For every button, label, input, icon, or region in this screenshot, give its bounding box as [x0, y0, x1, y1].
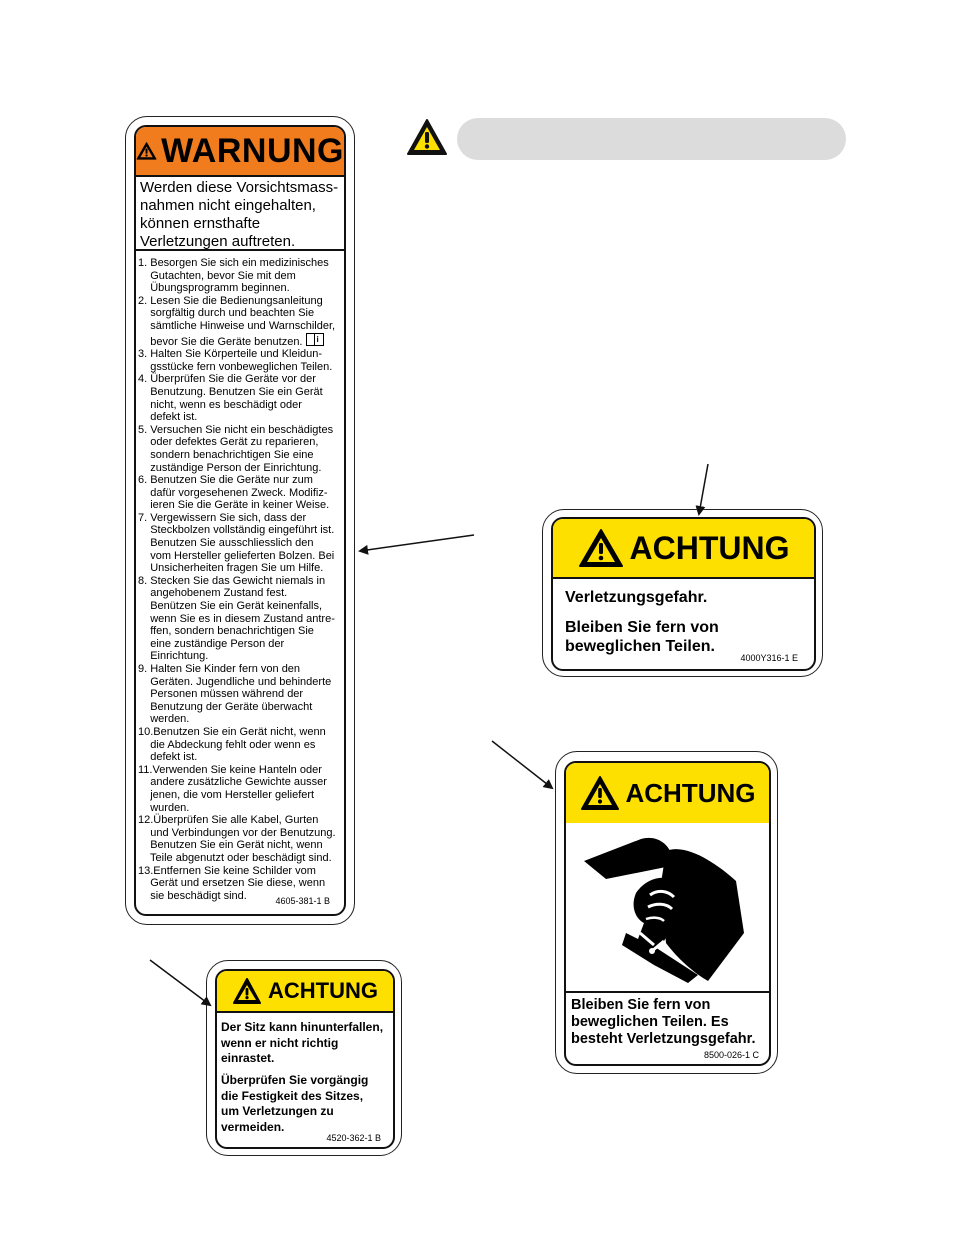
arrow-to-achtung-seat [150, 960, 210, 1005]
achtung-instruction-text: Bleiben Sie fern von beweglichen Teilen. [565, 619, 719, 655]
achtung-seat-instruction-text: Überprüfen Sie vorgängig die Festigkeit des Sitzes, um Verletzungen zu vermeiden. [221, 1073, 369, 1134]
warnung-list-line: 6. Benutzen Sie die Geräte nur zum [138, 474, 313, 487]
warnung-list-line: 13.Entfernen Sie keine Schilder vom [138, 864, 316, 877]
warnung-list-line: Gutachten, bevor Sie mit dem [138, 269, 296, 282]
arrow-to-achtung-moving-parts [699, 464, 708, 514]
achtung-header-text: ACHTUNG [268, 978, 378, 1003]
warnung-subtitle-line: Werden diese Vorsichtsmass- [140, 179, 339, 196]
warnung-list-line: Teile abgenutzt oder beschädigt sind. [138, 851, 332, 864]
warnung-list-line: und Verbindungen vor der Benutzung. [138, 826, 336, 839]
warnung-list-line: wurden. [138, 801, 190, 814]
achtung-header-text: ACHTUNG [625, 778, 756, 808]
warnung-list-line: sie beschädigt sind. [138, 889, 247, 902]
warnung-list-line: Benutzen Sie ausschliesslich den [138, 537, 314, 550]
warnung-list-line: Benützen Sie ein Gerät keinenfalls, [138, 600, 323, 613]
warnung-list-line: defekt ist. [138, 411, 198, 424]
achtung-header-text: ACHTUNG [629, 530, 790, 566]
achtung-moving-parts-code: 4000Y316-1 E [740, 653, 798, 663]
warnung-list-line: bevor Sie die Geräte benutzen. i [138, 333, 344, 349]
warnung-subtitle-line: Verletzungen auftreten. [140, 233, 296, 250]
warnung-list-line: 9. Halten Sie Kinder fern von den [138, 663, 301, 675]
warnung-list-line: 1. Besorgen Sie sich ein medizinisches [138, 257, 329, 269]
warnung-list-line: zuständige Person der Einrichtung. [138, 461, 322, 474]
warnung-list-line: ieren Sie die Geräte in keiner Weise. [138, 499, 330, 512]
achtung-pinch-text: Bleiben Sie fern von beweglichen Teilen. Es besteht Verletzungsgefahr. [571, 997, 756, 1047]
warnung-list-line: eine zuständige Person der [138, 637, 285, 650]
achtung-pinch-code: 8500-026-1 C [703, 1050, 759, 1060]
warnung-list-line: sorgfältig durch und beachten Sie [138, 307, 315, 320]
warnung-list-line: 11.Verwenden Sie keine Hanteln oder [138, 763, 322, 776]
manual-book-icon: i [306, 333, 324, 346]
achtung-hazard-text: Verletzungsgefahr. [565, 589, 708, 606]
warnung-list-line: wenn Sie es in diesem Zustand antre- [138, 612, 335, 625]
warnung-list-line: die Abdeckung fehlt oder wenn es [138, 738, 316, 751]
warnung-list-line: Gerät und ersetzen Sie diese, wenn [138, 877, 326, 890]
warnung-list-line: Personen müssen während der [138, 688, 304, 701]
warnung-subtitle-line: können ernsthafte [140, 215, 261, 232]
warnung-list-line: Steckbolzen vollständig eingeführt ist. [138, 524, 335, 537]
achtung-seat-warning-text: Der Sitz kann hinunterfallen, wenn er nicht richtig einrastet. [221, 1020, 384, 1065]
warnung-list-line: 2. Lesen Sie die Bedienungsanleitung [138, 294, 323, 307]
warnung-list-line: ffen, sondern benachrichtigen Sie [138, 625, 314, 638]
warnung-list-line: 4. Überprüfen Sie die Geräte vor der [138, 373, 316, 386]
arrow-to-achtung-pinch [492, 741, 552, 788]
warnung-label-code: 4605-381-1 B [275, 896, 330, 906]
warnung-list-line: werden. [138, 713, 190, 726]
warnung-list-line: Einrichtung. [138, 650, 209, 663]
warnung-subtitle-line: nahmen nicht eingehalten, [140, 197, 316, 214]
warnung-list-line: Geräten. Jugendliche und behinderte [138, 675, 332, 688]
warnung-header-text: WARNUNG [161, 132, 344, 170]
warnung-list-line: 12.Überprüfen Sie alle Kabel, Gurten [138, 814, 319, 827]
warnung-list-line: dafür vorgesehenen Zweck. Modifiz- [138, 486, 328, 499]
warnung-list-line: angehobenem Zustand fest. [138, 587, 288, 600]
warnung-list-line: Benutzen Sie ein Gerät nicht, wenn [138, 839, 323, 852]
warnung-list-line: Benutzung. Benutzen Sie ein Gerät [138, 385, 323, 398]
warnung-list-line: andere zusätzliche Gewichte ausser [138, 776, 327, 789]
warnung-list-line: 8. Stecken Sie das Gewicht niemals in [138, 574, 326, 587]
warnung-list-line: nicht, wenn es beschädigt oder [138, 398, 302, 411]
arrow-to-warnung-label [360, 535, 474, 551]
warnung-list-line: Unsicherheiten fragen Sie um Hilfe. [138, 562, 324, 575]
warnung-list-line: oder defektes Gerät zu reparieren, [138, 436, 319, 449]
warnung-list-line: 3. Halten Sie Körperteile und Kleidun- [138, 348, 323, 361]
warnung-list-line: 5. Versuchen Sie nicht ein beschädigtes [138, 423, 334, 436]
warnung-list-line: gsstücke fern vonbeweglichen Teilen. [138, 360, 333, 373]
warnung-list-line: 10.Benutzen Sie ein Gerät nicht, wenn [138, 725, 326, 738]
warnung-list-line: vom Hersteller gelieferten Bolzen. Bei [138, 549, 335, 562]
achtung-seat-code: 4520-362-1 B [326, 1133, 381, 1143]
warnung-list-line: Benutzung der Geräte überwacht [138, 700, 313, 713]
warnung-list-line: jenen, die vom Hersteller geliefert [138, 788, 315, 801]
warnung-list-line: sämtliche Hinweise und Warnschilder, [138, 319, 336, 332]
warnung-list-line: Übungsprogramm beginnen. [138, 282, 290, 295]
warnung-list-line: 7. Vergewissern Sie sich, dass der [138, 511, 307, 524]
warnung-list-line: sondern benachrichtigen Sie eine [138, 448, 314, 461]
warnung-list-line: defekt ist. [138, 751, 198, 764]
